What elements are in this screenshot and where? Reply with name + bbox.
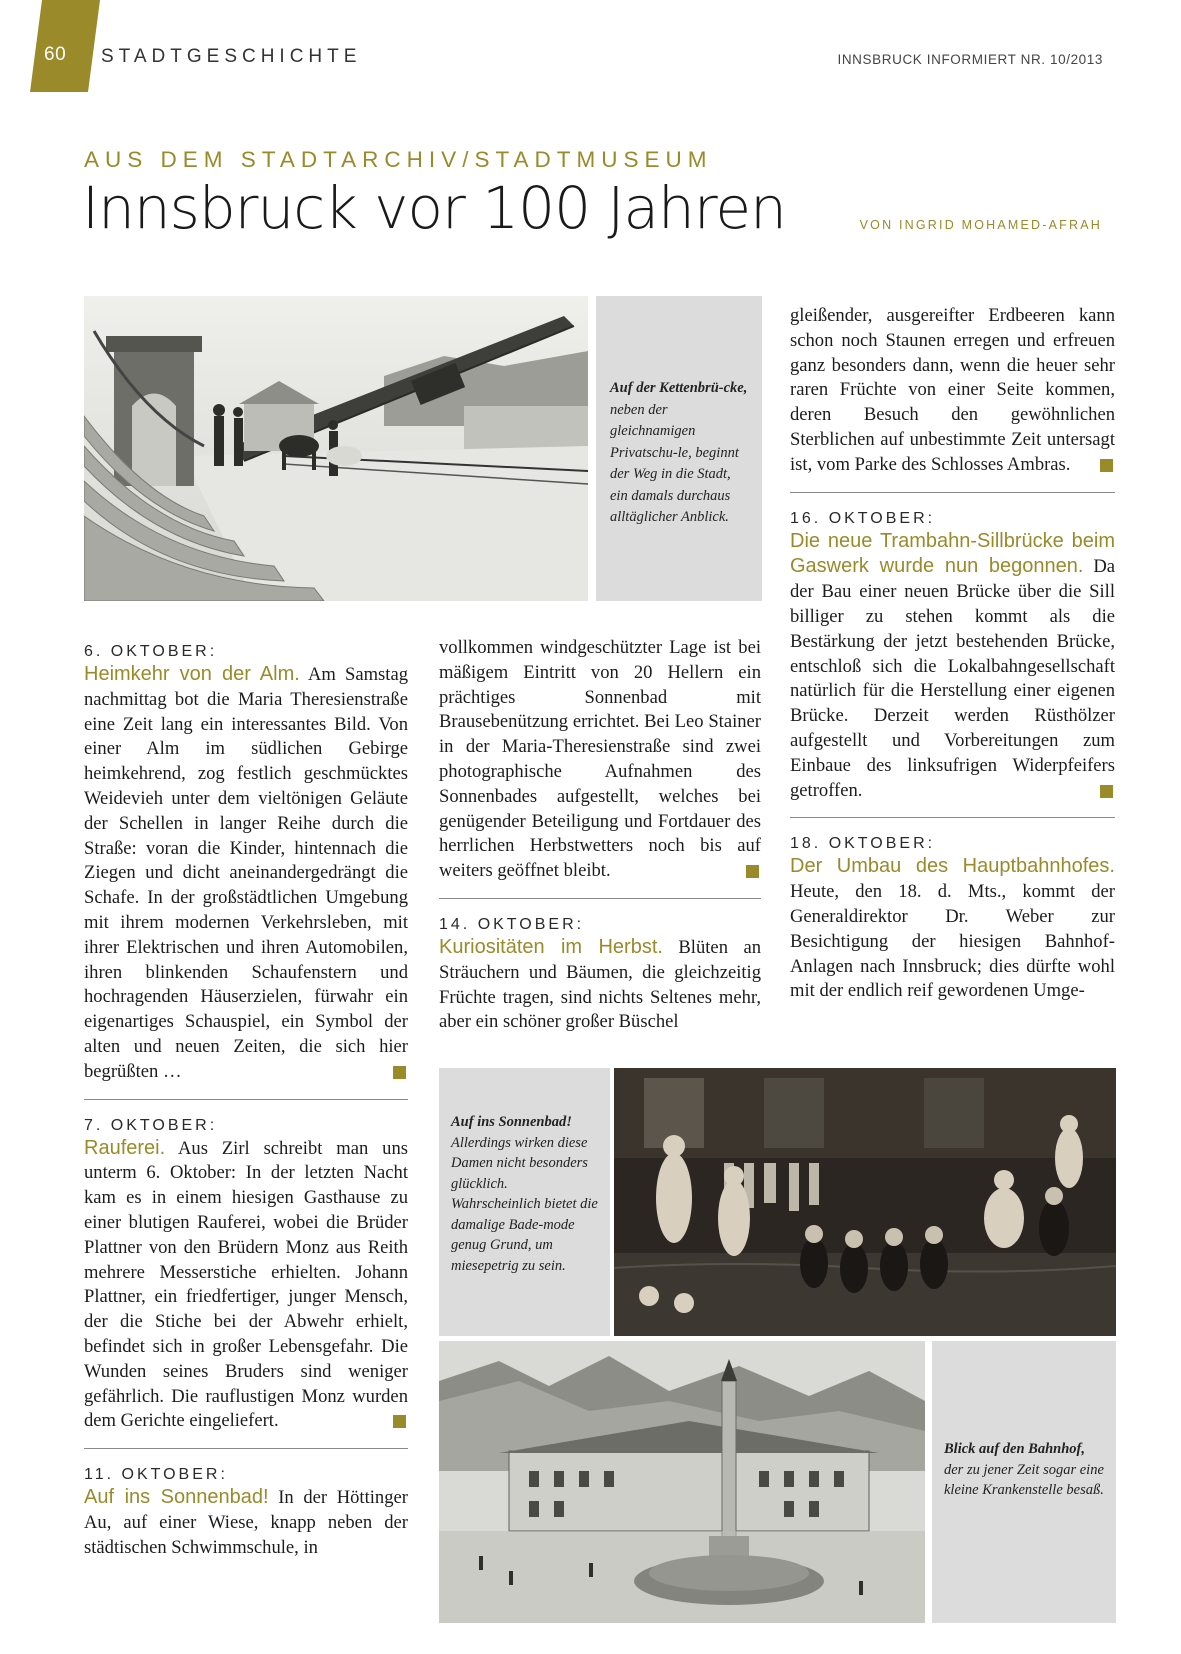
caption-bahnhof <box>932 1341 1116 1623</box>
entry-oct11-text: In der Höttinger Au, auf einer Wiese, knapp neben der städtischen Schwimmschule, in <box>84 1487 408 1558</box>
entry-oct18-heading: Der Umbau des Hauptbahnhofes. <box>790 855 1115 878</box>
entry-oct14-continuation: gleißender, ausgereifter Erdbeeren kann schon noch Staunen erregen und erfreuen ganz besonders dann, wenn die heuer sehr raren Früchte von einer Seite kommen, deren Besuch den gewöhnlichen Sterblichen auf unbestimmte Zeit untersagt ist, vom Parke des Schlosses Ambras. <box>790 305 1115 475</box>
entry-oct14-heading: Kuriositäten im Herbst. <box>439 935 663 958</box>
entry-oct7-text: Aus Zirl schreibt man uns unterm 6. Oktober: In der letzten Nacht kam es in einem hiesigen Gasthause zu einer blutigen Rauferei, wobei die Brüder Plattner von den Brüdern Monz aus Reith mehrere Messerstiche erhielten. Johann Plattner, ein friedfertiger, junger Mensch, der die Stiche bei der Abwehr erhielt, befindet sich in großer Lebensgefahr. Die Wunden seines Bruders sind weniger gefährlich. Die rauflustigen Monz wurden dem Gerichte eingeliefert. <box>84 1137 408 1432</box>
entry-oct14-date: 14. OKTOBER: <box>439 915 585 933</box>
photo-kettenbruecke <box>84 296 588 601</box>
publication-issue: INNSBRUCK INFORMIERT NR. 10/2013 <box>837 52 1103 67</box>
photo-sonnenbad <box>614 1068 1116 1336</box>
divider <box>84 1099 408 1100</box>
article-byline: VON INGRID MOHAMED-AFRAH <box>859 218 1102 232</box>
entry-oct7-heading: Rauferei. <box>84 1136 166 1159</box>
end-mark-icon <box>1100 785 1113 798</box>
column-3 <box>790 304 1115 1004</box>
entry-oct11-continuation: vollkommen windgeschützter Lage ist bei mäßigem Eintritt von 20 Hellern ein prächtiges Sonnenbad mit Brausebenützung errichtet. Bei Leo Stainer in der Maria-Theresienstraße sind zwei photographische Aufnahmen des Sonnenbades aufgestellt, welches bei genügender Beteiligung und Fortdauer des herrlichen Herbstwetters noch bis auf weiters geöffnet bleibt. <box>439 637 761 882</box>
entry-oct7-date: 7. OKTOBER: <box>84 1116 218 1134</box>
end-mark-icon <box>746 865 759 878</box>
caption-kettenbruecke-text: neben der gleichnamigen Privatschu-le, beginnt der Weg in die Stadt, ein damals durchaus alltäglicher Anblick. <box>610 401 739 525</box>
article-title: Innsbruck vor 100 Jahren <box>82 174 786 242</box>
divider <box>439 898 761 899</box>
entry-oct6-date: 6. OKTOBER: <box>84 643 218 660</box>
article-kicker: AUS DEM STADTARCHIV/STADTMUSEUM <box>84 147 713 172</box>
page-number: 60 <box>44 44 67 65</box>
caption-sonnenbad-lead: Auf ins Sonnenbad! <box>451 1114 572 1130</box>
caption-bahnhof-text: der zu jener Zeit sogar eine kleine Krankenstelle besaß. <box>944 1461 1104 1498</box>
caption-kettenbruecke-lead: Auf der Kettenbrü-cke, <box>610 380 748 396</box>
entry-oct16-date: 16. OKTOBER: <box>790 509 936 527</box>
end-mark-icon <box>393 1066 406 1079</box>
photo-bahnhof <box>439 1341 925 1623</box>
caption-sonnenbad-text: Allerdings wirken diese Damen nicht besonders glücklich. Wahrscheinlich bietet die damalige Bade-mode genug Grund, um miesepetrig zu sein. <box>451 1134 598 1274</box>
entry-oct6-text: Am Samstag nachmittag bot die Maria Theresienstraße eine Zeit lang ein interessantes Bild. Von einer Alm im südlichen Gebirge heimkehrend, zog festlich geschmücktes Weidevieh unter dem vieltönigen Geläute der Schellen in langer Reihe durch die Straße: voran die Kinder, hintennach die Ziegen und dicht aneinandergedrängt die Schafe. In der großstädtlichen Umgebung mit ihrem modernen Verkehrsleben, mit ihrer Elektrischen und ihren Automobilen, ihren blinkenden Schaufenstern und hochragenden Häuserzielen, fürwahr ein eigenartiges Schauspiel, ein Symbol der alten und neuen Zeiten, die sich hier begrüßten … <box>84 664 409 1082</box>
caption-sonnenbad <box>439 1068 610 1336</box>
entry-oct11-date: 11. OKTOBER: <box>84 1466 228 1484</box>
entry-oct16-heading: Die neue Trambahn-Sillbrücke beim Gaswerk wurde nun begonnen. <box>790 529 1115 578</box>
entry-oct11-heading: Auf ins Sonnenbad! <box>84 1486 269 1509</box>
divider <box>790 817 1115 818</box>
divider <box>790 492 1115 493</box>
section-title: STADTGESCHICHTE <box>101 46 362 67</box>
entry-oct16-text: Da der Bau einer neuen Brücke über die Sill billiger zu stehen kommt als die Bestärkung der jetzt bestehenden Brücke, entschloß sich die Lokalbahngesellschaft natürlich für die Herstellung einer eigenen Brücke. Derzeit werden Rüsthölzer aufgestellt und Vorbereitungen zum Einbaue des linksufrigen Widerpfeifers getroffen. <box>790 556 1115 801</box>
column-1 <box>84 640 408 1561</box>
end-mark-icon <box>393 1415 406 1428</box>
end-mark-icon <box>1100 459 1113 472</box>
divider <box>84 1448 408 1449</box>
caption-kettenbruecke <box>596 296 762 601</box>
column-2 <box>439 636 761 1035</box>
entry-oct18-text: Heute, den 18. d. Mts., kommt der Generaldirektor Dr. Weber zur Besichtigung der hiesigen Bahnhof-Anlagen nach Innsbruck; dies dürfte wohl mit der endlich reif gewordenen Umge- <box>790 881 1115 1002</box>
caption-bahnhof-lead: Blick auf den Bahnhof, <box>944 1441 1085 1457</box>
entry-oct6-heading: Heimkehr von der Alm. <box>84 663 300 685</box>
entry-oct18-date: 18. OKTOBER: <box>790 835 936 853</box>
entry-oct14-text: Blüten an Sträuchern und Bäumen, die gleichzeitig Früchte tragen, sind nichts Seltenes mehr, aber ein schöner großer Büschel <box>439 936 762 1033</box>
